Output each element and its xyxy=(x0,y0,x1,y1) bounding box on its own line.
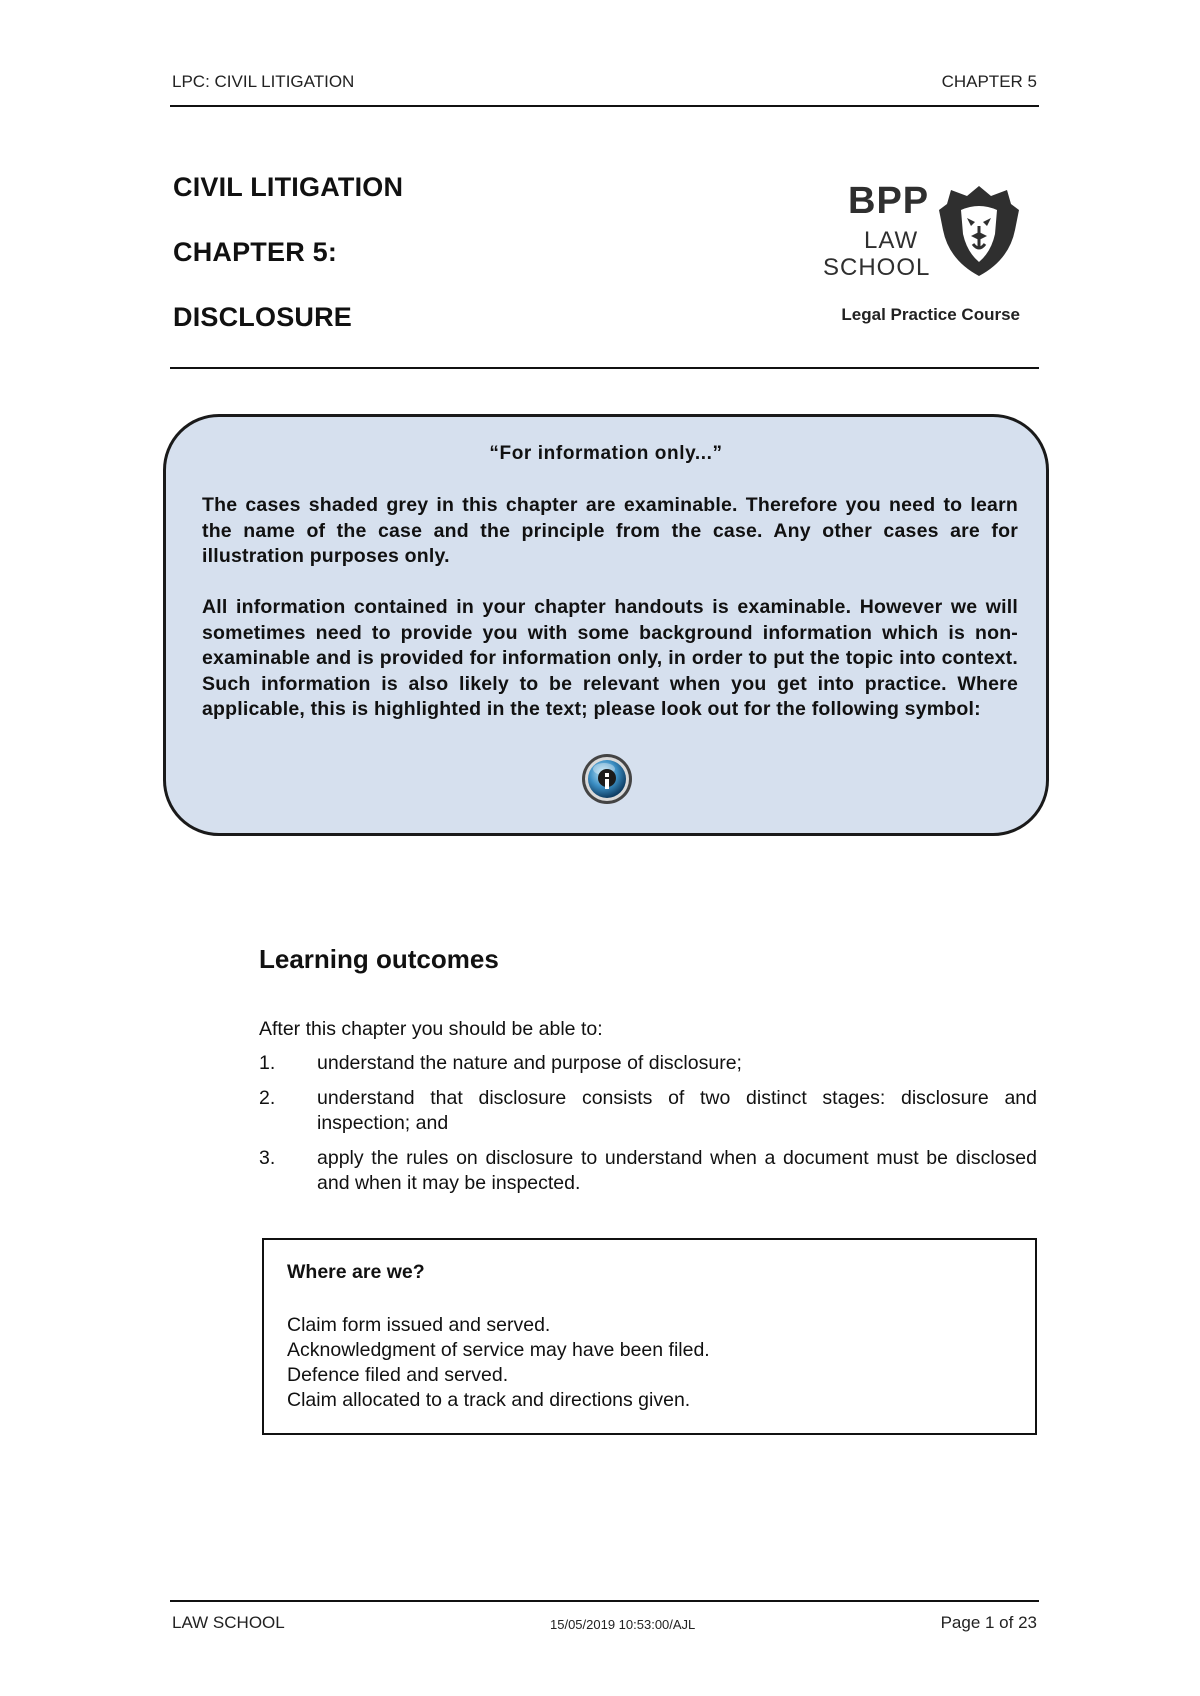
logo-school-text: SCHOOL xyxy=(823,254,931,281)
title-rule xyxy=(170,367,1039,369)
running-header xyxy=(170,70,1037,96)
header-chapter-label: CHAPTER 5 xyxy=(941,72,1037,91)
list-item xyxy=(259,1146,1037,1198)
list-item-number: 2. xyxy=(259,1087,276,1109)
information-only-paragraph: All information contained in your chapter handouts is examinable. However we will sometimes need to provide you with some background information which is non-examinable and is provided for information only, in order to put the topic into context. Such information is also likely to be relevant when you get into practice. Where applicable, this is highlighted in the text; please look out for the following symbol: xyxy=(202,596,1018,721)
chapter-number: CHAPTER 5: xyxy=(173,237,338,267)
list-item-text: understand the nature and purpose of disclosure; xyxy=(317,1052,742,1074)
list-item: Claim form issued and served. xyxy=(287,1314,551,1336)
list-item-number: 3. xyxy=(259,1147,276,1169)
page-number: Page 1 of 23 xyxy=(940,1613,1037,1632)
list-item: Defence filed and served. xyxy=(287,1364,509,1386)
document-title: CIVIL LITIGATION xyxy=(173,172,404,202)
list-item xyxy=(259,1051,1037,1077)
footer-school-label: LAW SCHOOL xyxy=(172,1613,285,1632)
list-item-number: 1. xyxy=(259,1052,276,1074)
list-item: Claim allocated to a track and directions given. xyxy=(287,1389,691,1411)
list-item-text: understand that disclosure consists of two distinct stages: disclosure and inspection; and xyxy=(317,1087,1037,1134)
list-item-text: apply the rules on disclosure to understand when a document must be disclosed and when it may be inspected. xyxy=(317,1147,1037,1194)
learning-outcomes-intro: After this chapter you should be able to: xyxy=(259,1018,603,1040)
learning-outcomes-heading: Learning outcomes xyxy=(259,944,499,974)
header-course-label: LPC: CIVIL LITIGATION xyxy=(172,72,355,91)
bpp-logo xyxy=(818,178,1018,288)
information-box-title: “For information only...” xyxy=(489,443,723,464)
info-symbol-icon xyxy=(580,752,634,806)
lion-shield-icon xyxy=(937,182,1021,278)
list-item xyxy=(259,1086,1037,1138)
footer-rule xyxy=(170,1600,1039,1602)
list-item: Acknowledgment of service may have been filed. xyxy=(287,1339,710,1361)
footer-timestamp: 15/05/2019 10:53:00/AJL xyxy=(550,1617,696,1632)
course-name: Legal Practice Course xyxy=(841,305,1020,324)
where-are-we-title: Where are we? xyxy=(287,1261,425,1283)
header-rule xyxy=(170,105,1039,107)
examinable-cases-paragraph: The cases shaded grey in this chapter are examinable. Therefore you need to learn the name of the case and the principle from the case. Any other cases are for illustration purposes only. xyxy=(202,494,1018,568)
chapter-title: DISCLOSURE xyxy=(173,302,353,332)
logo-brand-text: BPP xyxy=(848,180,930,222)
logo-law-text: LAW xyxy=(864,227,919,254)
